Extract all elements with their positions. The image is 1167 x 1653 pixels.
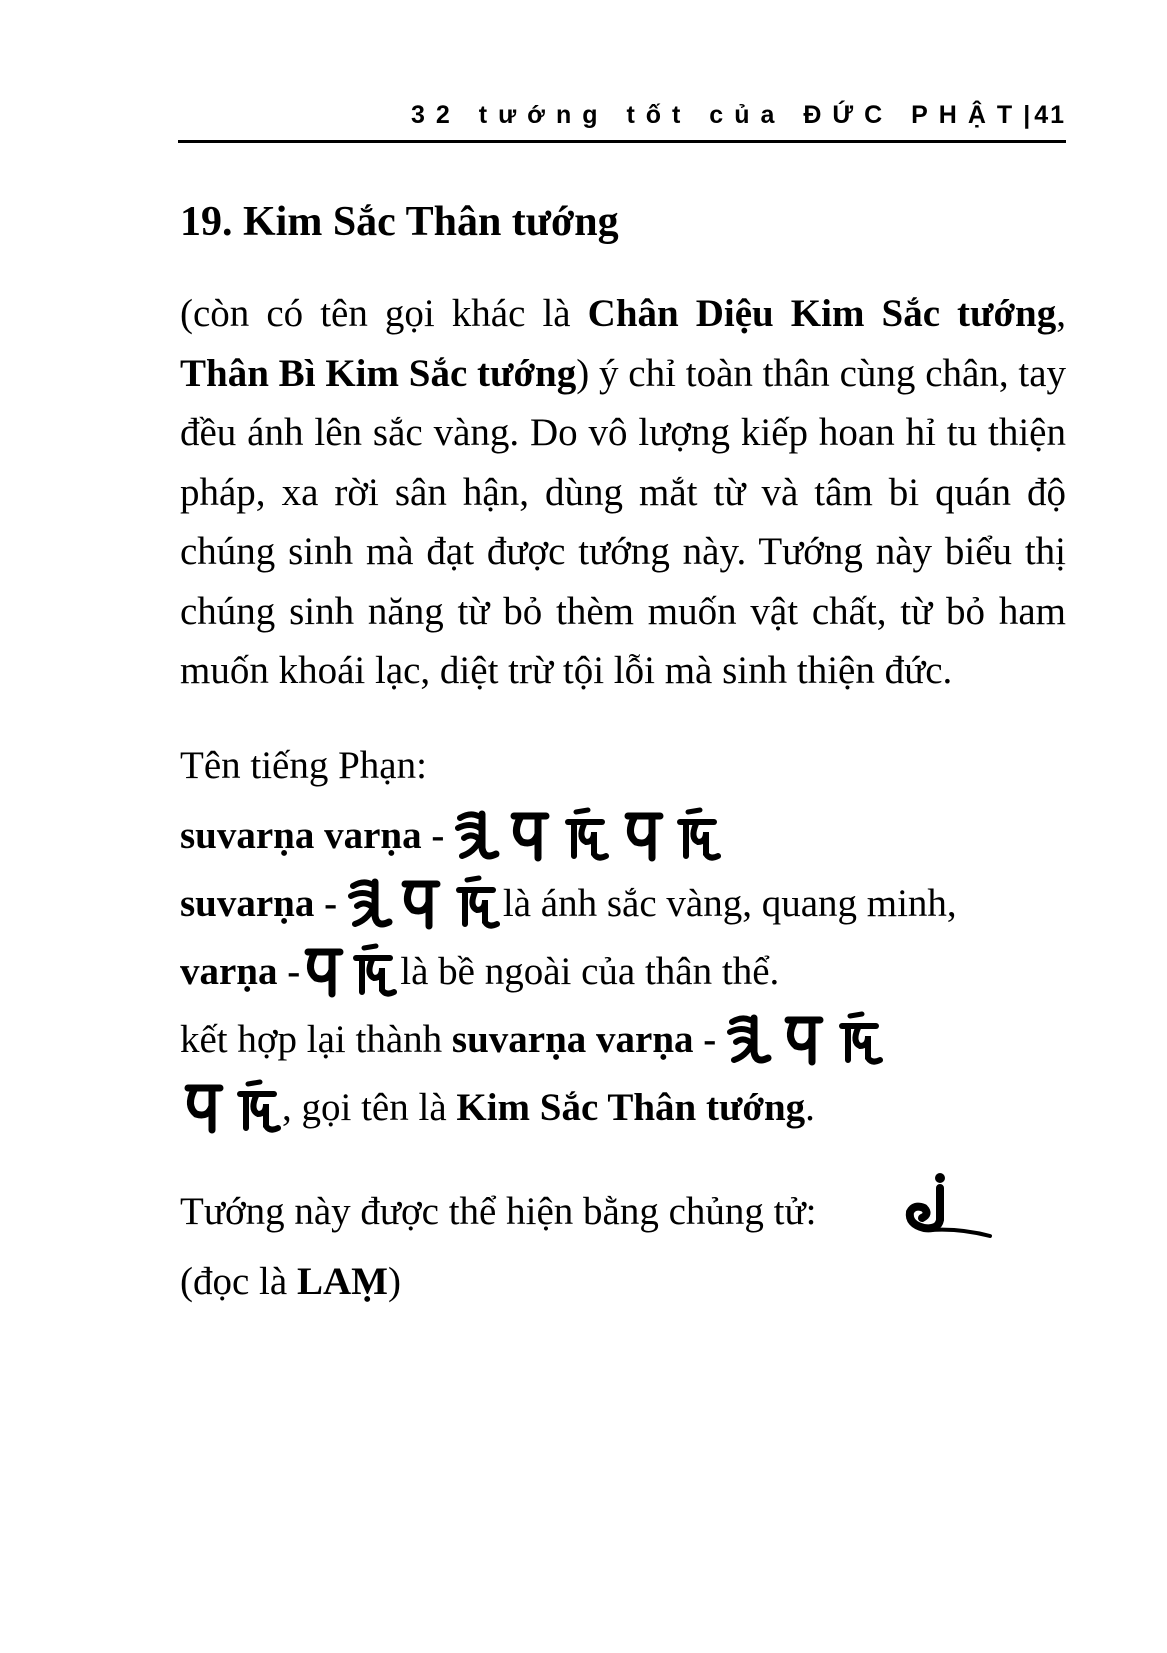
para-text-3: ) ý chỉ toàn thân cùng chân, tay đều ánh lên sắc vàng. Do vô lượng kiếp hoan hỉ tu thiện pháp, xa rời sân hận, dùng mắt từ và tâm bi quán độ chúng sinh mà đạt được tướng này. Tướng này biểu thị chúng sinh năng từ bỏ thèm muốn vật chất, từ bỏ ham muốn khoái lạc, diệt trừ tội lỗi mà sinh thiện đức. — [180, 351, 1067, 692]
combined-line-2 — [180, 1078, 1080, 1136]
sanskrit-full-line — [180, 806, 1080, 864]
term-varna-line — [180, 942, 1080, 1000]
dash: - — [693, 1018, 727, 1061]
description-paragraph — [180, 284, 1066, 701]
reading-suffix: ) — [387, 1260, 401, 1303]
siddham-varna-glyphs — [180, 1078, 282, 1134]
para-text-2: , — [1056, 292, 1066, 335]
term-varna-meaning: là bề ngoài của thân thể. — [400, 950, 780, 993]
combined-end: . — [805, 1086, 815, 1129]
dash: - — [314, 882, 347, 925]
combined-term: suvarṇa varṇa — [451, 1018, 694, 1061]
siddham-lam-icon — [902, 1170, 994, 1242]
alt-name-1: Chân Diệu Kim Sắc tướng — [587, 292, 1057, 335]
term-suvarna-line — [180, 874, 1080, 932]
seed-reading-line — [180, 1254, 1080, 1310]
siddham-combined-glyphs — [726, 1010, 886, 1066]
seed-reading: LAṂ — [296, 1260, 388, 1303]
running-head-title: 32 tướng tốt của ĐỨC PHẬT — [411, 101, 1024, 129]
dash: - — [277, 950, 301, 993]
alt-name-2: Thân Bì Kim Sắc tướng — [180, 351, 577, 395]
term-varna: varṇa — [180, 950, 278, 993]
term-suvarna-meaning: là ánh sắc vàng, quang minh, — [502, 882, 957, 925]
para-text-1: (còn có tên gọi khác là — [180, 292, 588, 335]
combined-suffix: , gọi tên là — [282, 1086, 457, 1129]
running-head-separator: | — [1023, 101, 1031, 129]
siddham-varna-glyphs — [300, 942, 400, 998]
section-title: 19. Kim Sắc Thân tướng — [180, 199, 619, 245]
combined-prefix: kết hợp lại thành — [180, 1018, 452, 1061]
seed-syllable-intro: Tướng này được thể hiện bằng chủng tử: — [180, 1190, 817, 1233]
sanskrit-label: Tên tiếng Phạn: — [180, 744, 427, 787]
sanskrit-full-term: suvarṇa varṇa — [180, 814, 422, 857]
combined-line — [180, 1010, 1080, 1068]
reading-prefix: (đọc là — [180, 1260, 297, 1303]
page-number: 41 — [1034, 101, 1066, 129]
running-head — [178, 98, 1066, 132]
siddham-suvarna-varna-glyphs — [454, 806, 726, 862]
header-rule — [178, 140, 1066, 143]
siddham-suvarna-glyphs — [347, 874, 503, 930]
combined-name: Kim Sắc Thân tướng — [456, 1086, 806, 1129]
term-suvarna: suvarṇa — [180, 882, 315, 925]
dash: - — [421, 814, 455, 857]
